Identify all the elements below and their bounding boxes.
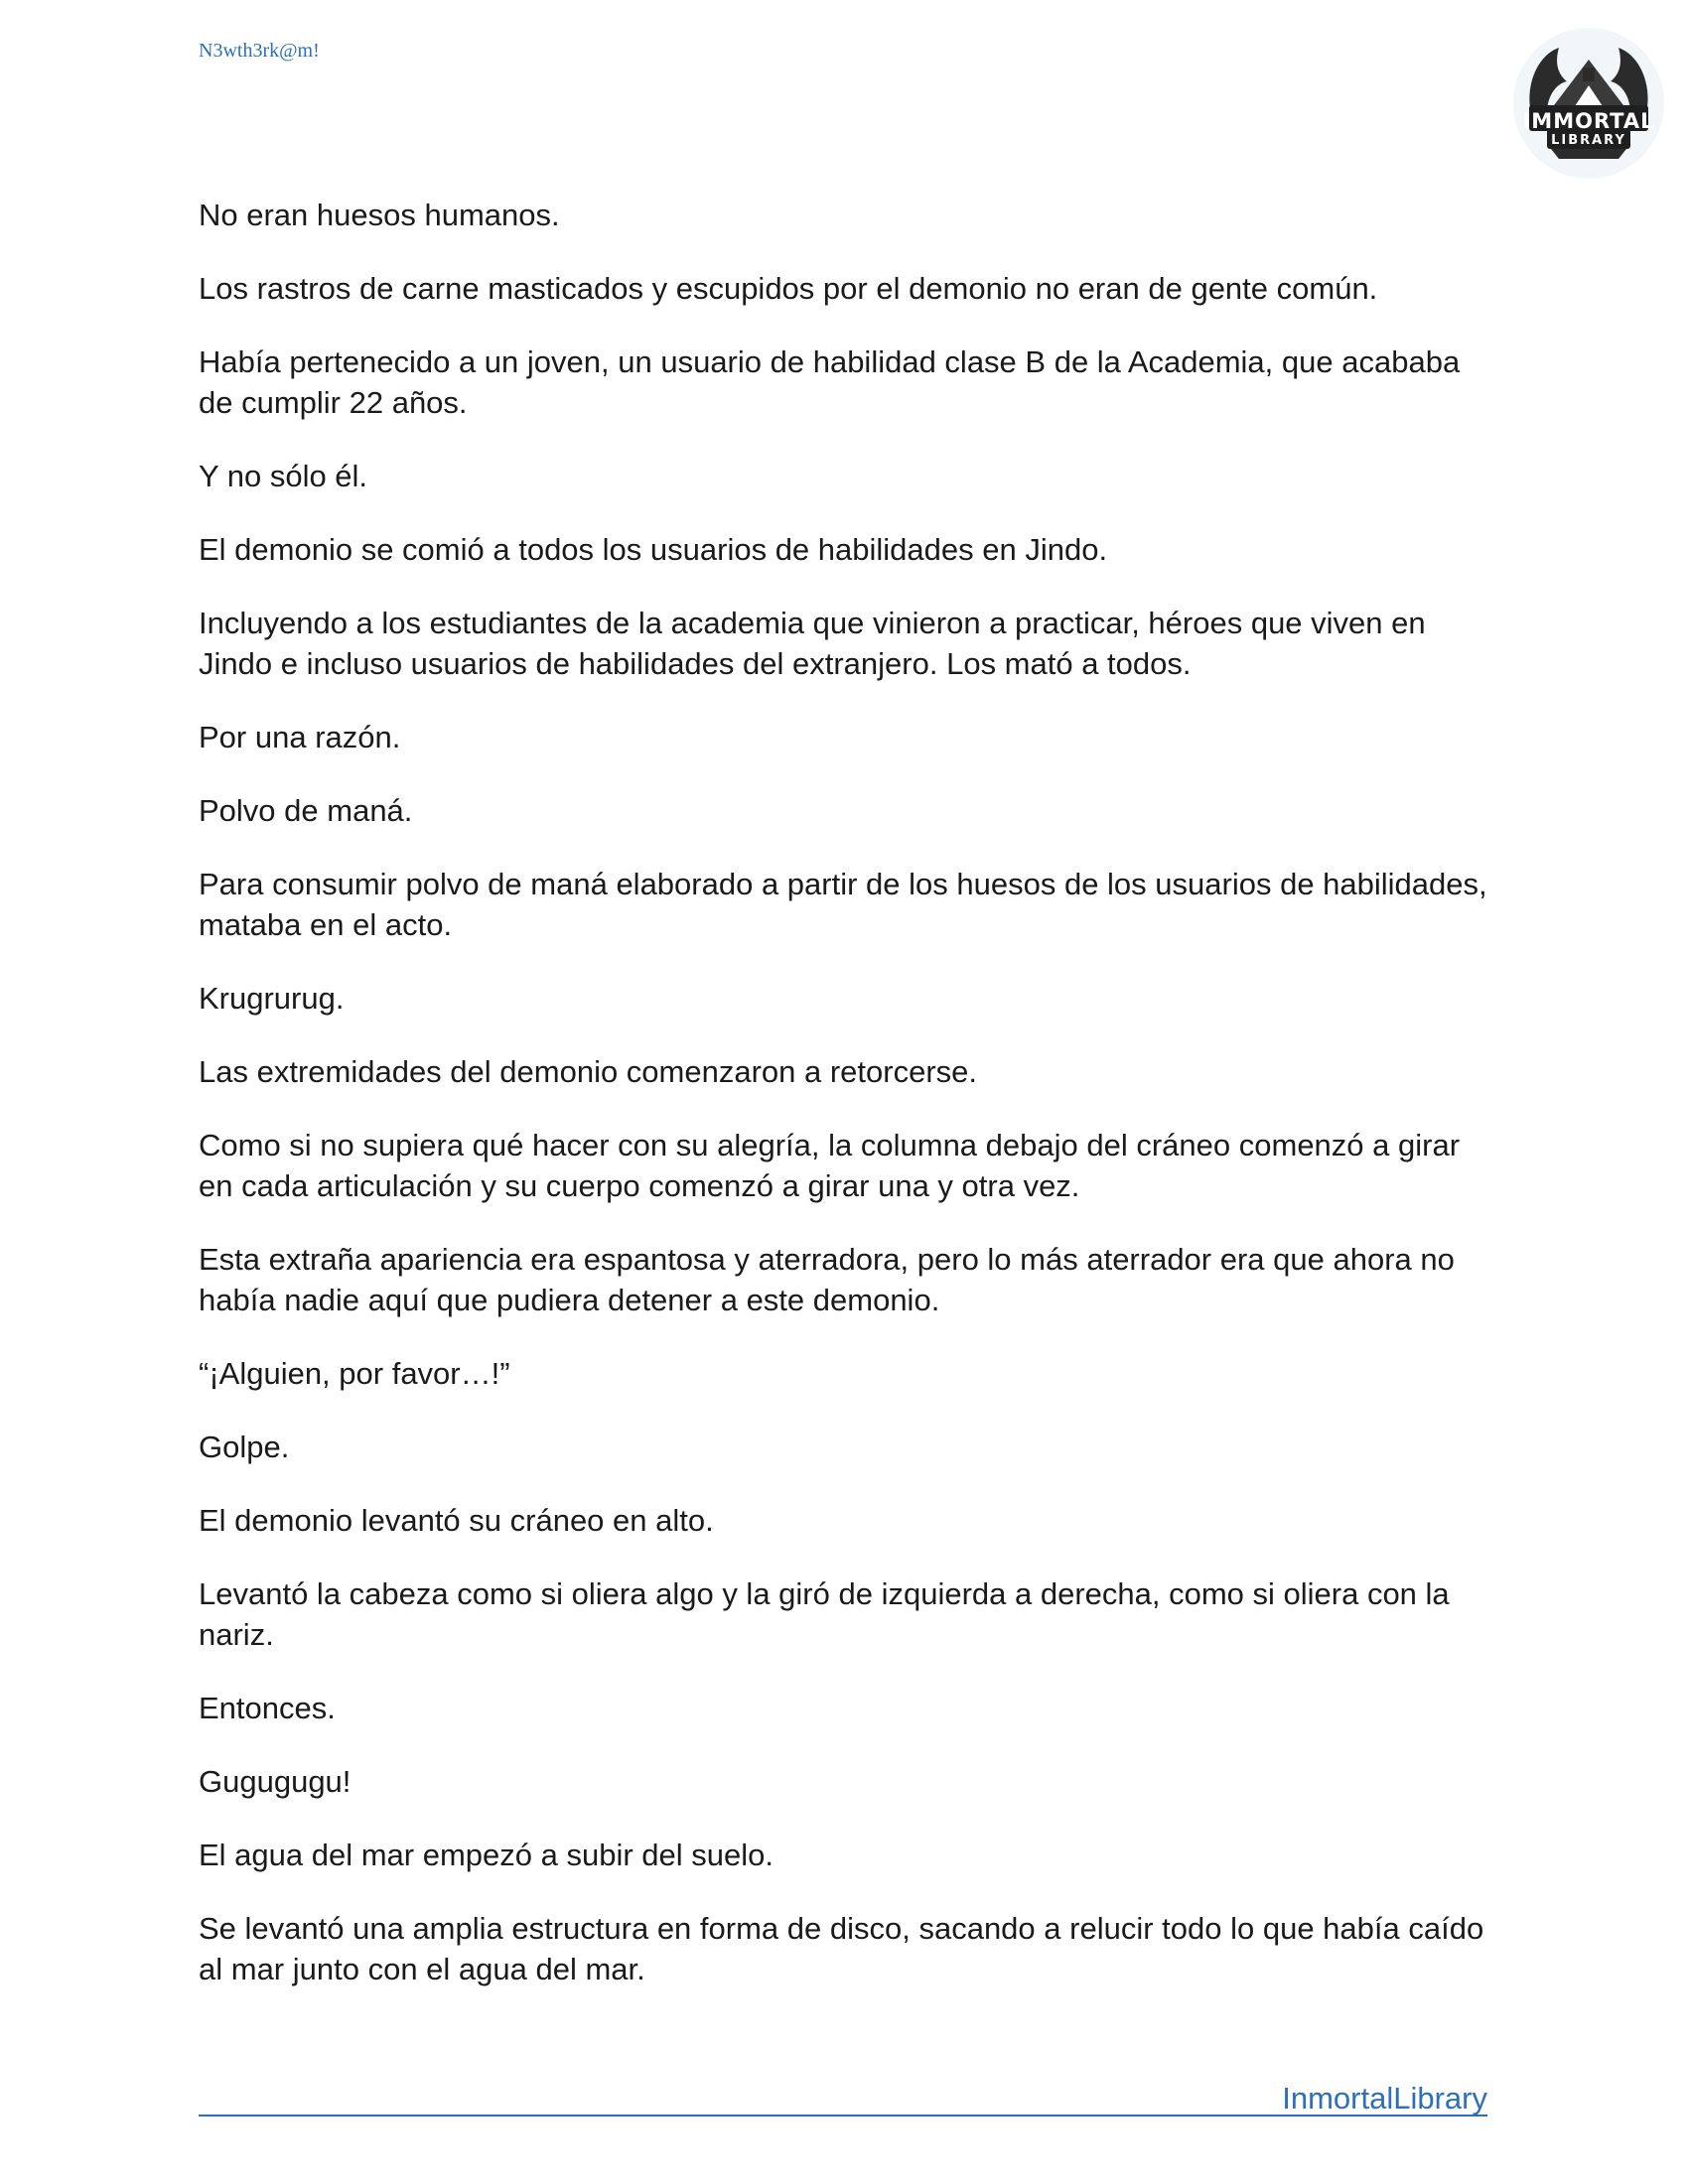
paragraph: Gugugugu! bbox=[199, 1764, 352, 1799]
paragraph: Golpe. bbox=[199, 1430, 290, 1464]
header-watermark: N3wth3rk@m! bbox=[199, 40, 320, 62]
paragraph: El demonio levantó su cráneo en alto. bbox=[199, 1503, 714, 1538]
paragraph: Había pertenecido a un joven, un usuario de habilidad clase B de la Academia, que acababa de cumplir 22 años. bbox=[199, 344, 1461, 420]
paragraph: Entonces. bbox=[199, 1691, 336, 1725]
paragraph: Para consumir polvo de maná elaborado a partir de los huesos de los usuarios de habilidades, mataba en el acto. bbox=[199, 867, 1487, 942]
paragraph: Levantó la cabeza como si oliera algo y la giró de izquierda a derecha, como si oliera con la nariz. bbox=[199, 1576, 1450, 1652]
paragraph: No eran huesos humanos. bbox=[199, 198, 560, 232]
dragon-castle-emblem-icon bbox=[1511, 26, 1666, 181]
immortal-library-logo bbox=[1511, 26, 1666, 181]
paragraph: Las extremidades del demonio comenzaron a retorcerse. bbox=[199, 1054, 978, 1089]
paragraph: Y no sólo él. bbox=[199, 459, 368, 493]
paragraph: El agua del mar empezó a subir del suelo. bbox=[199, 1838, 774, 1872]
paragraph: Krugrurug. bbox=[199, 981, 345, 1016]
paragraph: El demonio se comió a todos los usuarios de habilidades en Jindo. bbox=[199, 532, 1108, 567]
footer-link[interactable]: InmortalLibrary bbox=[1282, 2081, 1487, 2116]
paragraph: Esta extraña apariencia era espantosa y aterradora, pero lo más aterrador era que ahora no había nadie aquí que pudiera detener a este demonio. bbox=[199, 1242, 1455, 1317]
paragraph: “¡Alguien, por favor…!” bbox=[199, 1356, 510, 1391]
logo-title: IMMORTAL bbox=[1522, 109, 1655, 133]
paragraph: Incluyendo a los estudiantes de la academia que vinieron a practicar, héroes que viven en Jindo e incluso usuarios de habilidades del extranjero. Los mató a todos. bbox=[199, 606, 1426, 681]
logo-subtitle: LIBRARY bbox=[1551, 133, 1626, 148]
paragraph: Se levantó una amplia estructura en forma de disco, sacando a relucir todo lo que había caído al mar junto con el agua del mar. bbox=[199, 1911, 1484, 1986]
paragraph: Polvo de maná. bbox=[199, 793, 413, 828]
paragraph: Los rastros de carne masticados y escupidos por el demonio no eran de gente común. bbox=[199, 271, 1378, 306]
paragraph: Por una razón. bbox=[199, 720, 401, 754]
chapter-body bbox=[199, 195, 1489, 2022]
paragraph: Como si no supiera qué hacer con su alegría, la columna debajo del cráneo comenzó a girar en cada articulación y su cuerpo comenzó a girar una y otra vez. bbox=[199, 1128, 1461, 1203]
